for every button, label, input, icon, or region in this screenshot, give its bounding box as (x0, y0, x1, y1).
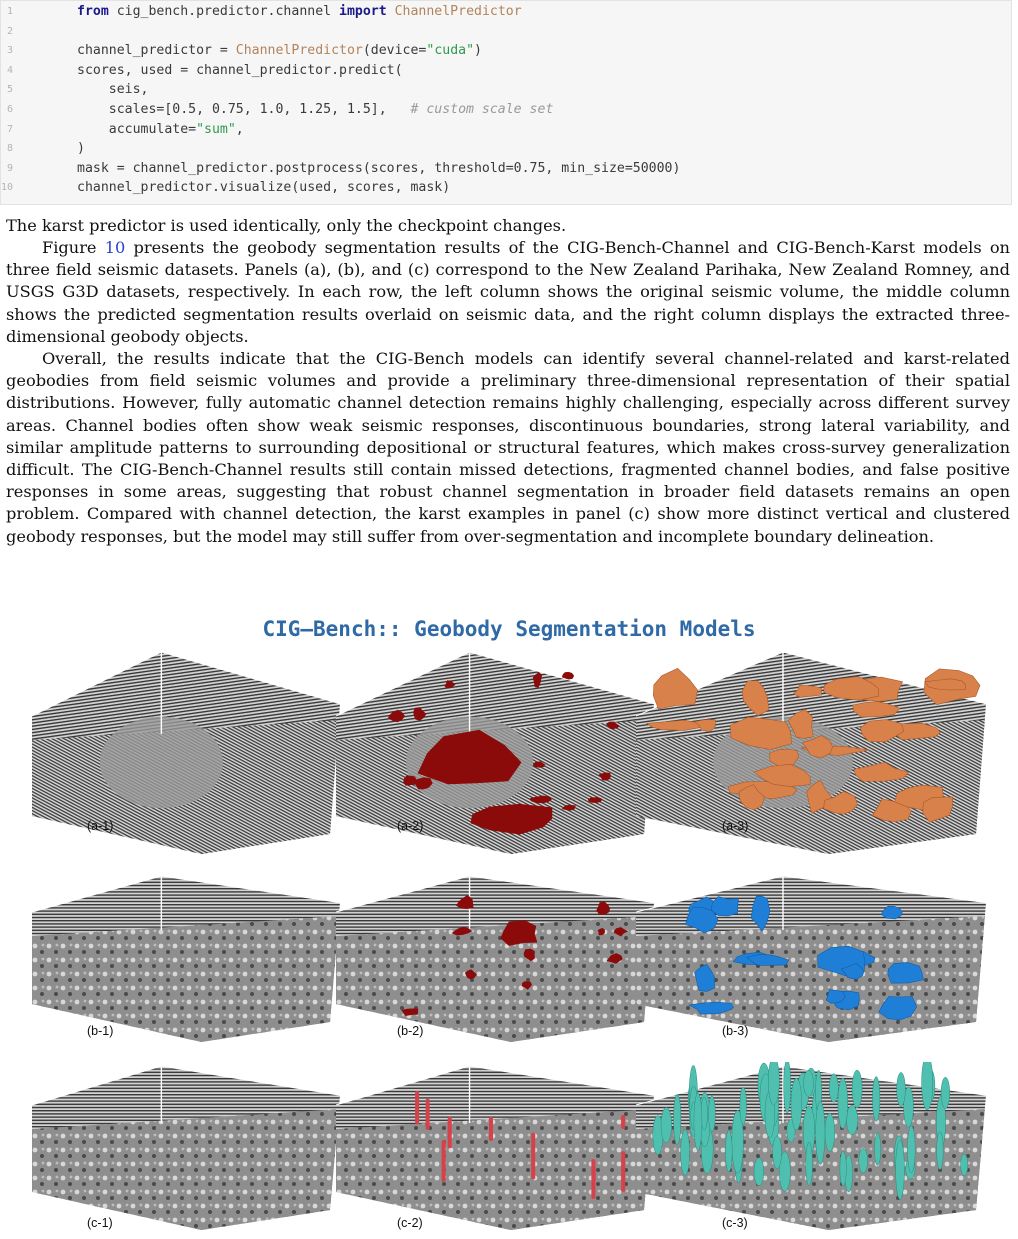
line-number: 7 (6, 123, 13, 135)
line-number: 9 (6, 162, 13, 174)
code-text (77, 41, 482, 61)
code-token: "sum" (196, 121, 236, 137)
code-token: channel_predictor = (77, 43, 236, 59)
line-number: 1 (6, 6, 13, 17)
code-text (77, 2, 522, 22)
seismic-panel-b3 (636, 872, 986, 1044)
code-token: mask = channel_predictor.postprocess(scores, threshold=0.75, min_size=50000) (77, 160, 681, 176)
code-token: ChannelPredictor (235, 43, 363, 59)
panel-label-c1: (c-1) (87, 1216, 113, 1230)
seismic-panel-a1 (32, 648, 340, 856)
code-token: scales=[0.5, 0.75, 1.0, 1.25, 1.5], (77, 102, 411, 117)
code-token: ChannelPredictor (394, 4, 522, 19)
line-number: 2 (6, 25, 13, 37)
code-token: # custom scale set (410, 102, 554, 117)
code-text (77, 120, 244, 140)
seismic-panel-c1 (32, 1062, 340, 1232)
code-token: , (235, 121, 244, 137)
code-text (77, 159, 680, 179)
code-token: accumulate= (77, 121, 197, 137)
code-token: scores, used = channel_predictor.predict( (77, 62, 403, 78)
figure-description-text: presents the geobody segmentation results of the CIG-Bench-Channel and CIG-Bench-Karst models on three field seismic datasets. Panels (a), (b), and (c) correspond to the New Zealand Parihaka, New Zealand Romney, and USGS G3D datasets, respectively. In each row, the left column shows the original seismic volume, the middle column shows the predicted segmentation results overlaid on seismic data, and the right column displays the extracted three-dimensional geobody objects. (6, 238, 1010, 346)
code-text (77, 139, 85, 159)
line-number: 10 (1, 182, 14, 194)
code-token: ) (77, 141, 85, 157)
code-listing (0, 0, 1012, 205)
code-token: ) (474, 43, 482, 59)
seismic-panel-c2 (336, 1062, 654, 1232)
line-number: 4 (6, 64, 13, 76)
seismic-panel-b1 (32, 872, 340, 1044)
code-token: from (77, 4, 109, 19)
code-token: "cuda" (426, 43, 475, 59)
line-number: 3 (6, 45, 13, 57)
code-token: seis, (77, 82, 149, 98)
code-token (387, 4, 395, 19)
code-text (77, 178, 450, 198)
panel-label-b1: (b-1) (87, 1024, 114, 1038)
seismic-panel-b2 (336, 872, 654, 1044)
seismic-panel-a3 (636, 648, 986, 856)
paragraph-karst-note: The karst predictor is used identically, only the checkpoint changes. (6, 216, 567, 235)
panel-label-c2: (c-2) (397, 1216, 423, 1230)
code-token: (device= (362, 43, 427, 59)
code-token: channel_predictor.visualize(used, scores, mask) (77, 180, 451, 196)
figure-reference-link[interactable]: 10 (104, 238, 126, 257)
line-number: 6 (6, 104, 13, 115)
line-number: 5 (6, 84, 13, 96)
figure-title: CIG–Bench:: Geobody Segmentation Models (262, 617, 756, 641)
panel-label-a3: (a-3) (722, 819, 749, 833)
line-number: 8 (6, 143, 13, 155)
paragraph-discussion: Overall, the results indicate that the CIG-Bench models can identify several channel-related and karst-related geobodies from field seismic volumes and provide a preliminary three-dimensional representation of their spatial distributions. However, fully automatic channel detection remains highly challenging, especially across different survey areas. Channel bodies often show weak seismic responses, discontinuous boundaries, strong lateral variability, and similar amplitude patterns to surrounding depositional or structural features, which makes cross-survey generalization difficult. The CIG-Bench-Channel results still contain missed detections, fragmented channel bodies, and false positive responses in some areas, suggesting that robust channel segmentation in broader field datasets remains an open problem. Compared with channel detection, the karst examples in panel (c) show more distinct vertical and clustered geobody responses, but the model may still suffer from over-segmentation and incomplete boundary delineation. (6, 349, 1010, 546)
paragraph-figure-description (6, 237, 1010, 348)
panel-label-c3: (c-3) (722, 1216, 748, 1230)
panel-label-a2: (a-2) (397, 819, 424, 833)
code-text (77, 61, 403, 81)
code-token: cig_bench.predictor.channel (108, 4, 340, 19)
panel-label-a1: (a-1) (87, 819, 114, 833)
seismic-panel-a2 (336, 648, 654, 856)
figure-ref-prefix: Figure (42, 238, 105, 257)
code-token: import (339, 4, 387, 19)
panel-label-b2: (b-2) (397, 1024, 424, 1038)
code-text (77, 100, 553, 120)
panel-label-b3: (b-3) (722, 1024, 749, 1038)
code-text (77, 80, 148, 100)
seismic-panel-c3 (636, 1062, 986, 1232)
